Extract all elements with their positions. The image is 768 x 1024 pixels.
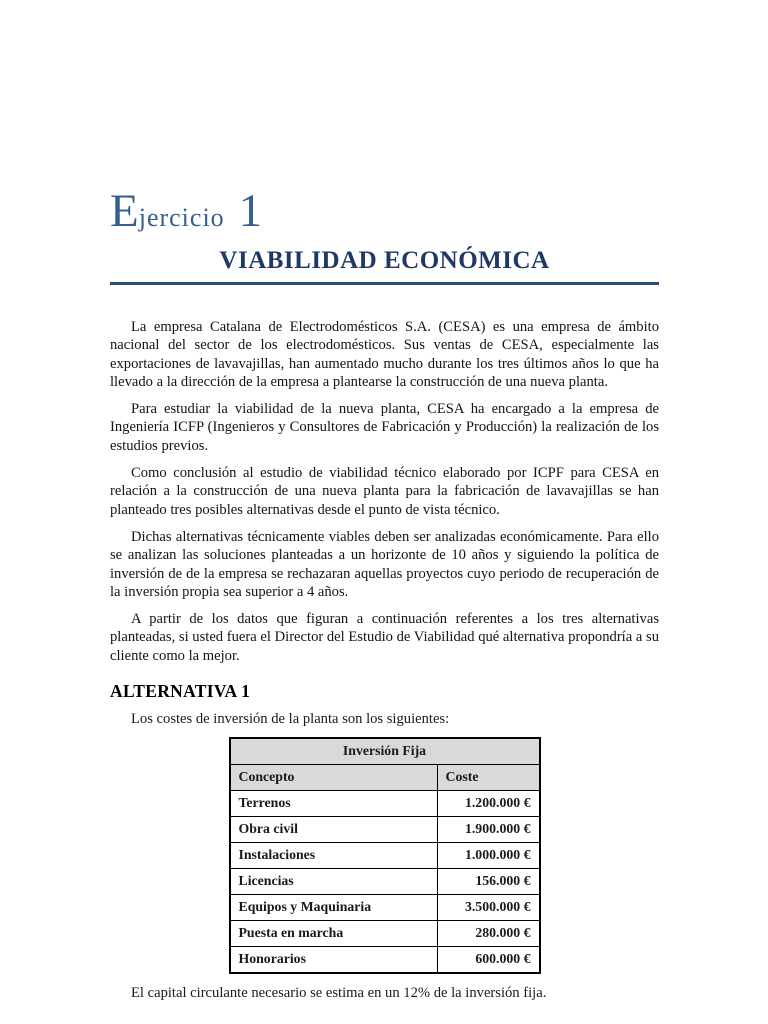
column-header-coste: Coste — [437, 765, 540, 791]
section-intro: Los costes de inversión de la planta son los siguientes: — [131, 711, 450, 728]
concepto-cell: Terrenos — [230, 791, 438, 817]
concepto-cell: Licencias — [230, 869, 438, 895]
exercise-number: 1 — [238, 185, 263, 237]
concepto-cell: Equipos y Maquinaria — [230, 895, 438, 921]
coste-cell: 1.200.000 € — [437, 791, 540, 817]
coste-cell: 1.900.000 € — [437, 817, 540, 843]
column-header-concepto: Concepto — [230, 765, 438, 791]
table-header-row — [230, 765, 540, 791]
paragraph: Como conclusión al estudio de viabilidad técnico elaborado por ICPF para CESA en relación a la construcción de una nueva planta para la fabricación de lavavajillas se han planteado tres posibles alternativas desde el punto de vista técnico. — [110, 465, 659, 518]
concepto-cell: Obra civil — [230, 817, 438, 843]
table-row — [230, 843, 540, 869]
table-row — [230, 817, 540, 843]
coste-cell: 156.000 € — [437, 869, 540, 895]
document-content — [110, 185, 659, 1003]
coste-cell: 280.000 € — [437, 921, 540, 947]
coste-cell: 1.000.000 € — [437, 843, 540, 869]
concepto-cell: Puesta en marcha — [230, 921, 438, 947]
table-row — [230, 791, 540, 817]
paragraph: Para estudiar la viabilidad de la nueva planta, CESA ha encargado a la empresa de Ingeniería ICFP (Ingenieros y Consultores de Fabricación y Producción) la realización de los estudios previos. — [110, 401, 659, 454]
capital-circulante-note: El capital circulante necesario se estima en un 12% de la inversión fija. — [131, 985, 547, 1002]
table-row — [230, 869, 540, 895]
table-row — [230, 895, 540, 921]
concepto-cell: Instalaciones — [230, 843, 438, 869]
concepto-cell: Honorarios — [230, 947, 438, 974]
exercise-title-initial: E — [110, 185, 139, 237]
coste-cell: 600.000 € — [437, 947, 540, 974]
paragraph: La empresa Catalana de Electrodomésticos S.A. (CESA) es una empresa de ámbito nacional del sector de los electrodomésticos. Sus ventas de CESA, especialmente las exportaciones de lavavajillas, han aumentado mucho durante los tres últimos años lo que ha llevado a la dirección de la empresa a plantearse la construcción de una nueva planta. — [110, 319, 659, 390]
coste-cell: 3.500.000 € — [437, 895, 540, 921]
paragraph: Dichas alternativas técnicamente viables deben ser analizadas económicamente. Para ello se analizan las soluciones planteadas a un horizonte de 10 años y siguiendo la política de inversión de de la empresa se rechazaran aquellas proyectos cuyo periodo de recuperación de la inversión propia sea superior a 4 años. — [110, 528, 659, 600]
table-title-row — [230, 738, 540, 765]
section-heading-alternativa-1: ALTERNATIVA 1 — [110, 681, 251, 702]
table-row — [230, 921, 540, 947]
inversion-fija-table — [229, 737, 541, 974]
table-row — [230, 947, 540, 974]
exercise-title-word: jercicio — [138, 203, 225, 232]
document-subtitle: VIABILIDAD ECONÓMICA — [219, 247, 550, 274]
exercise-title — [110, 185, 659, 237]
header-divider — [110, 282, 659, 285]
paragraph: A partir de los datos que figuran a continuación referentes a los tres alternativas planteadas, si usted fuera el Director del Estudio de Viabilidad qué alternativa propondría a su cliente como la mejor. — [110, 611, 659, 664]
table-title: Inversión Fija — [230, 738, 540, 765]
